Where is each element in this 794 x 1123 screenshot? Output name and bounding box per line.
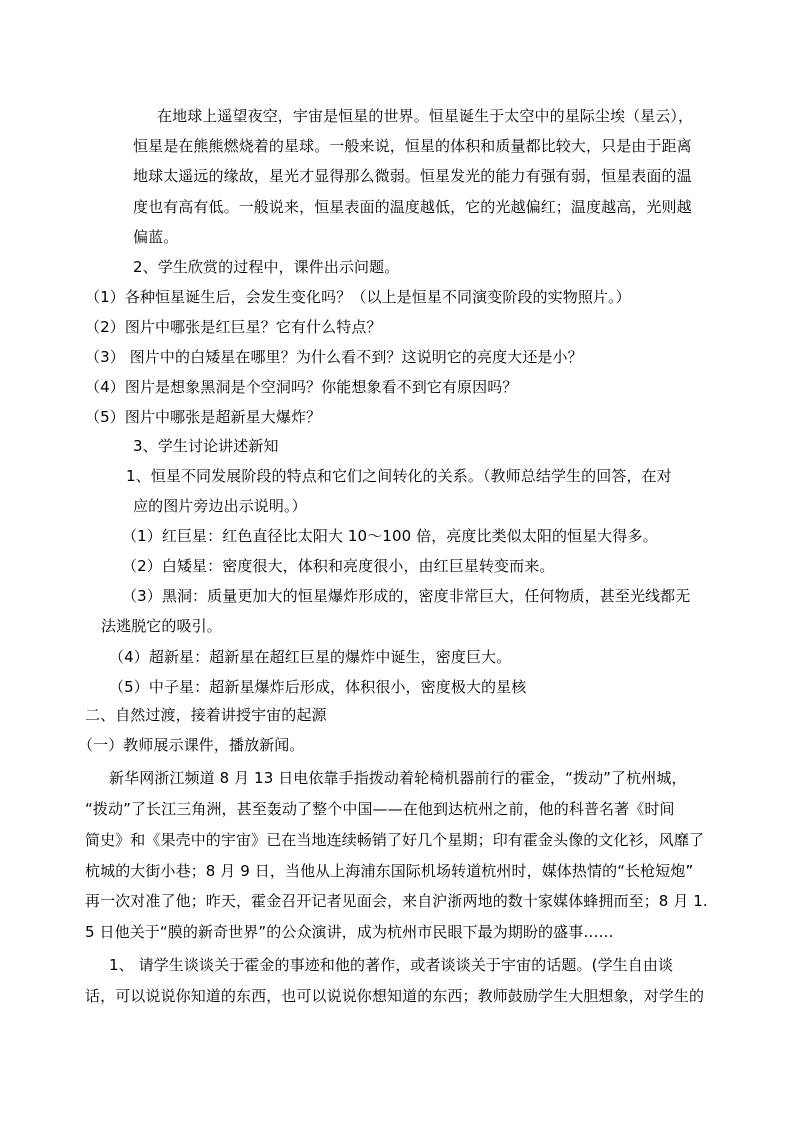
intro-line-2: 恒星是在熊熊燃烧着的星球。一般来说，恒星的体积和质量都比较大，只是由于距离 [133,137,692,155]
news-line-4: 杭城的大街小巷；8 月 9 日，当他从上海浦东国际机场转道杭州时，媒体热情的“长枪短炮” [85,862,694,880]
section-2-heading: 二、自然过渡，接着讲授宇宙的起源 [85,706,327,724]
point-1-line-1: 1、恒星不同发展阶段的特点和它们之间转化的关系。（教师总结学生的回答，在对 [126,467,672,485]
star-black-hole-line-2: 法逃脱它的吸引。 [101,617,222,635]
star-white-dwarf: （2）白矮星：密度很大，体积和亮度很小，由红巨星转变而来。 [122,557,555,575]
news-line-2: “拨动”了长江三角洲，甚至轰动了整个中国——在他到达杭州之前，他的科普名著《时间 [85,800,675,818]
question-3: （3） 图片中的白矮星在哪里？为什么看不到？这说明它的亮度大还是小？ [85,348,583,366]
subsection-1-heading: （一）教师展示课件，播放新闻。 [78,736,305,754]
star-black-hole-line-1: （3）黑洞：质量更加大的恒星爆炸形成的，密度非常巨大，任何物质，甚至光线都无 [122,587,691,605]
question-4: （4）图片是想象黑洞是个空洞吗？你能想象看不到它有原因吗？ [85,378,518,396]
question-2: （2）图片中哪张是红巨星？它有什么特点？ [85,318,382,336]
point-1-line-2: 应的图片旁边出示说明。） [133,497,307,515]
news-line-6: 5 日他关于“膜的新奇世界”的公众演讲，成为杭州市民眼下最为期盼的盛事…… [85,923,614,941]
step-2-heading: 2、学生欣赏的过程中，课件出示问题。 [133,258,400,276]
star-supernova: （4）超新星：超新星在超红巨星的爆炸中诞生，密度巨大。 [109,648,512,666]
question-5: （5）图片中哪张是超新星大爆炸？ [85,408,322,426]
task-1-line-1: 1、 请学生谈谈关于霍金的事迹和他的著作，或者谈谈关于宇宙的话题。(学生自由谈 [109,956,674,974]
star-neutron-star: （5）中子星：超新星爆炸后形成，体积很小，密度极大的星核 [109,678,527,696]
news-line-5: 再一次对准了他；昨天，霍金召开记者见面会，来自沪浙两地的数十家媒体蜂拥而至；8 月 1. [85,892,708,910]
step-3-heading: 3、学生讨论讲述新知 [133,437,279,455]
task-1-line-2: 话，可以说说你知道的东西，也可以说说你想知道的东西；教师鼓励学生大胆想象，对学生的 [85,987,705,1005]
news-line-3: 简史》和《果壳中的宇宙》已在当地连续畅销了好几个星期；印有霍金头像的文化衫，风靡了 [85,831,705,849]
star-red-giant: （1）红巨星：红色直径比太阳大 10～100 倍，亮度比类似太阳的恒星大得多。 [122,527,658,545]
intro-line-1: 在地球上遥望夜空，宇宙是恒星的世界。恒星诞生于太空中的星际尘埃（星云）， [157,107,694,125]
question-1: （1）各种恒星诞生后，会发生变化吗？（以上是恒星不同演变阶段的实物照片。） [85,288,631,306]
intro-line-3: 地球太遥远的缘故，星光才显得那么微弱。恒星发光的能力有强有弱，恒星表面的温 [133,167,692,185]
intro-line-5: 偏蓝。 [133,228,179,246]
news-line-1: 新华网浙江频道 8 月 13 日电依靠手指拨动着轮椅机器前行的霍金，“拨动”了杭州城， [109,769,687,787]
intro-line-4: 度也有高有低。一般说来，恒星表面的温度越低，它的光越偏红；温度越高，光则越 [133,198,692,216]
